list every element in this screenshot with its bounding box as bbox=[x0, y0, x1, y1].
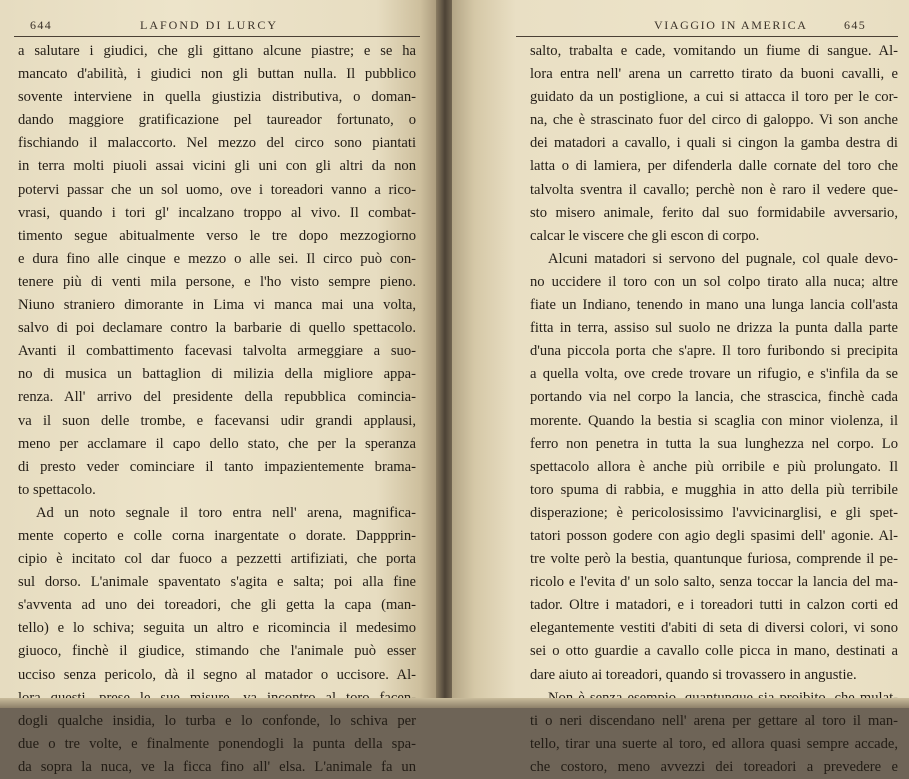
text-line: tre volte però la bestia, quantunque furiosa, comprende il pe- bbox=[530, 551, 898, 568]
text-line: in terra molti piuoli assai vicini gli uni con gli altri da non bbox=[18, 158, 416, 175]
left-page bbox=[0, 0, 438, 775]
text-line: sul dorso. L'animale spaventato s'agita e salta; poi alla fine bbox=[18, 574, 416, 591]
text-line: Ad un noto segnale il toro entra nell' arena, magnifica- bbox=[36, 504, 416, 521]
text-line: fischiando il malaccorto. Nel mezzo del circo sono piantati bbox=[18, 135, 416, 152]
text-line: ucciso senza pericolo, dà il segno al matador o uccisore. Al- bbox=[18, 666, 416, 683]
text-line: talvolta sventra il cavallo; perchè non è raro il vedere que- bbox=[530, 181, 898, 198]
body-text bbox=[18, 40, 416, 779]
text-line: Niuno straniero dimorante in Lima vi manca mai una volta, bbox=[18, 297, 416, 314]
text-line: fitta in terra, assiso sul suolo ne drizza la punta dalla parte bbox=[530, 320, 898, 337]
text-line: da sopra la nuca, ve la ficca fino all' elsa. L'animale fa un bbox=[18, 758, 416, 775]
text-line: spettacolo allora è anche più orribile e più prolungato. Il bbox=[530, 458, 898, 475]
text-line: salto, trabalta e cade, vomitando un fiume di sangue. Al- bbox=[530, 43, 898, 59]
text-line: lora entra nell' arena un carretto tirato da buoni cavalli, e bbox=[530, 66, 898, 83]
right-page bbox=[452, 0, 909, 775]
text-line: dogli qualche insidia, lo turba e lo confonde, lo schiva per bbox=[18, 712, 416, 729]
text-line: toro spuma di rabbia, e mugghia in atto della più terribile bbox=[530, 481, 898, 498]
page-number: 644 bbox=[30, 18, 53, 32]
text-line: ferro non penetra in tutta la sua lunghezza nel corpo. Lo bbox=[530, 435, 898, 452]
header-rule bbox=[516, 36, 898, 37]
text-line: che costoro, meno avvezzi dei toreadori a prevedere e bbox=[530, 758, 898, 775]
text-line: ti o neri discendano nell' arena per gettare al toro il man- bbox=[530, 712, 898, 729]
text-line: no uccidere il toro con un sol colpo tirato alla nuca; altre bbox=[530, 273, 898, 290]
text-line: sovente interviene in quella giustizia distributiva, o doman- bbox=[18, 89, 416, 106]
body-text bbox=[530, 40, 898, 779]
text-line: tenere più di venti mila persone, e l'ho visto sempre pieno. bbox=[18, 273, 416, 290]
text-line: disperazione; è pericolosissimo l'avvicinarglisi, e gli spet- bbox=[530, 504, 898, 521]
page-number: 645 bbox=[844, 18, 867, 32]
text-line: due o tre volte, e finalmente ponendogli la punta della spa- bbox=[18, 735, 416, 752]
text-line: di presto veder cominciare il tanto impazientemente brama- bbox=[18, 458, 416, 475]
text-line: ricolo e l'evita d' un solo salto, senza toccar la lancia del ma- bbox=[530, 574, 898, 591]
page-edge bbox=[0, 698, 909, 708]
text-line: tatori posson godere con agio degli spasimi dell' agonie. Al- bbox=[530, 527, 898, 544]
running-head: LAFOND DI LURCY bbox=[140, 18, 278, 32]
text-line: giuoco, finchè il giudice, stimando che l'animale può esser bbox=[18, 643, 416, 660]
text-line: dare aiuto ai toreadori, quando si trovassero in angustie. bbox=[530, 666, 857, 683]
running-head: VIAGGIO IN AMERICA bbox=[654, 18, 808, 32]
text-line: elegantemente vestiti d'abiti di seta di diversi colori, vi sono bbox=[530, 620, 898, 637]
text-line: timento segue abitualmente verso le tre dopo mezzogiorno bbox=[18, 227, 416, 244]
text-line: va il suon delle trombe, e facevansi udir grandi applausi, bbox=[18, 412, 416, 429]
text-line: guidato da un postiglione, a cui si attacca il toro per le cor- bbox=[530, 89, 898, 106]
text-line: a quella volta, ove crede trovare un rifugio, e s'infila da se bbox=[530, 366, 898, 383]
text-line: mente coperto e colle corna inargentate o dorate. Dappprin- bbox=[18, 527, 416, 544]
text-line: tador. Oltre i matadori, e i toreadori tutti in calzon corti ed bbox=[530, 597, 898, 614]
text-line: fiate un Indiano, tenendo in mano una lunga lancia coll'asta bbox=[530, 297, 898, 314]
text-line: calcar le viscere che gli escon di corpo. bbox=[530, 227, 760, 244]
text-line: latta o di lamiera, per difenderla dalle cornate del toro che bbox=[530, 158, 898, 175]
text-line: meno per acclamare il capo dello stato, che per la speranza bbox=[18, 435, 416, 452]
text-line: to spettacolo. bbox=[18, 481, 96, 498]
text-line: renza. All' arrivo del presidente della repubblica comincia- bbox=[18, 389, 416, 406]
text-line: dei matadori a cavallo, i quali si cingon la gamba destra di bbox=[530, 135, 898, 152]
text-line: no di musica un battaglion di milizia della migliore appa- bbox=[18, 366, 416, 383]
text-line: sei o otto guardie a cavallo colle picca in mano, destinati a bbox=[530, 643, 898, 660]
text-line: portando via nel corpo la lancia, che strascica, finchè cada bbox=[530, 389, 898, 406]
text-line: e dura fino alle cinque e mezzo o alle sei. Il circo può con- bbox=[18, 250, 416, 267]
text-line: potervi passar che un sol uomo, ove i toreadori vanno a rico- bbox=[18, 181, 416, 198]
text-line: s'avventa ad uno dei toreadori, che gli getta la capa (man- bbox=[18, 597, 416, 614]
text-line: mancato d'abilità, i giudici non gli buttan nulla. Il pubblico bbox=[18, 66, 416, 83]
text-line: d'una piccola porta che s'apre. Il toro furibondo si precipita bbox=[530, 343, 898, 360]
text-line: morente. Quando la bestia si scaglia con minor violenza, il bbox=[530, 412, 898, 429]
text-line: salvo di poi declamare contro la barbarie di quello spettacolo. bbox=[18, 320, 416, 337]
text-line: tello) e lo schiva; seguita un altro e ricomincia il medesimo bbox=[18, 620, 416, 637]
text-line: na, che è strascinato fuor del circo di galoppo. Vi son anche bbox=[530, 112, 898, 129]
text-line: Avanti il combattimento facevasi talvolta armeggiare a suo- bbox=[18, 343, 416, 360]
text-line: cipio è incitato col dar fuoco a pezzetti artifiziati, che porta bbox=[18, 551, 416, 568]
text-line: dando maggiore gratificazione pel taureador fortunato, o bbox=[18, 112, 416, 129]
text-line: a salutare i giudici, che gli gittano alcune piastre; e se ha bbox=[18, 43, 416, 59]
text-line: Alcuni matadori si servono del pugnale, col quale devo- bbox=[548, 250, 898, 267]
text-line: tello, tirar una suerte al toro, ed allora quasi sempre accade, bbox=[530, 735, 898, 752]
text-line: vrasi, quando i tori gl' incalzano troppo al vivo. Il combat- bbox=[18, 204, 416, 221]
text-line: sto misero animale, ferito dal suo formidabile avversario, bbox=[530, 204, 898, 221]
header-rule bbox=[14, 36, 420, 37]
